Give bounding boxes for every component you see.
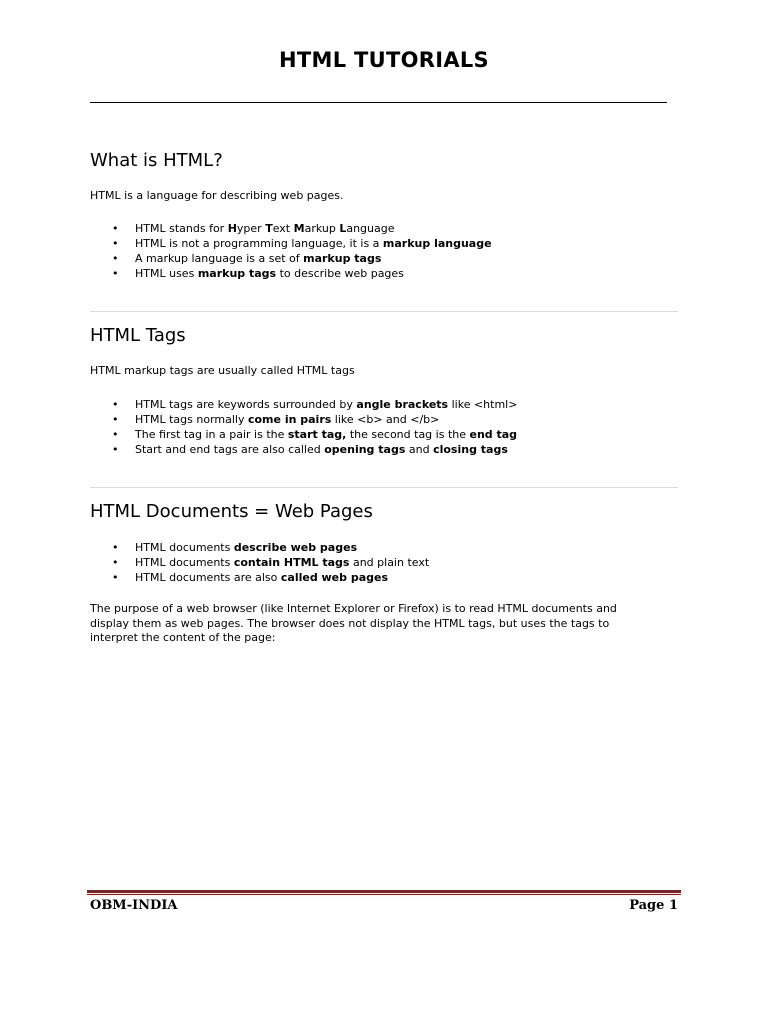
bullet-item [90, 412, 517, 427]
section-outro-html-documents: The purpose of a web browser (like Internet Explorer or Firefox) is to read HTML documents and display them as web pages. The browser does not display the HTML tags, but uses the tags to interpret the content of the page: [90, 602, 617, 644]
text-run: HTML stands for [135, 222, 228, 235]
section-heading-html-tags: HTML Tags [90, 325, 186, 346]
bold-text: T [265, 222, 273, 235]
text-run: like <b> and </b> [331, 413, 440, 426]
bullet-item [90, 397, 517, 412]
title-divider [90, 102, 667, 103]
section-intro-what-is-html: HTML is a language for describing web pages. [90, 189, 344, 202]
text-run: arkup [304, 222, 340, 235]
text-run: HTML tags normally [135, 413, 248, 426]
text-run: yper [236, 222, 266, 235]
footer-rule [87, 890, 681, 893]
bullet-item [90, 442, 517, 457]
bullet-list-what-is-html [90, 221, 492, 281]
text-run: to describe web pages [276, 267, 404, 280]
bold-text: come in pairs [247, 413, 332, 426]
text-run: anguage [346, 222, 395, 235]
text-run: like <html> [448, 398, 518, 411]
text-run: and plain text [349, 556, 430, 569]
text-run: and [405, 443, 434, 456]
text-run: HTML documents are also [135, 571, 281, 584]
bullet-list-html-documents [90, 540, 429, 585]
text-run: HTML tags are keywords surrounded by [135, 398, 357, 411]
document-title: HTML TUTORIALS [279, 48, 489, 72]
bold-text: start tag, [287, 428, 347, 441]
bold-text: H [227, 222, 237, 235]
text-run: ext [272, 222, 294, 235]
bold-text: M [293, 222, 305, 235]
bullet-item [90, 570, 429, 585]
bold-text: angle brackets [356, 398, 449, 411]
text-run: HTML is not a programming language, it is a [135, 237, 383, 250]
bullet-item [90, 221, 492, 236]
footer-rule-thin [87, 894, 681, 895]
bullet-item [90, 540, 429, 555]
section-divider [90, 487, 678, 488]
footer-org-name: OBM-INDIA [90, 898, 178, 913]
text-run: HTML documents [135, 541, 234, 554]
bold-text: closing tags [433, 443, 508, 456]
bold-text: end tag [469, 428, 518, 441]
bold-text: markup tags [303, 252, 382, 265]
footer-page-number: Page 1 [629, 898, 678, 913]
bold-text: markup tags [197, 267, 277, 280]
bold-text: opening tags [324, 443, 406, 456]
bold-text: markup language [382, 237, 492, 250]
bullet-item [90, 251, 492, 266]
bullet-list-html-tags [90, 397, 517, 457]
text-run: The first tag in a pair is the [135, 428, 288, 441]
text-run: Start and end tags are also called [135, 443, 325, 456]
section-intro-html-tags: HTML markup tags are usually called HTML tags [90, 364, 355, 377]
bold-text: describe web pages [233, 541, 358, 554]
bullet-item [90, 555, 429, 570]
bullet-item [90, 427, 517, 442]
section-divider [90, 311, 678, 312]
section-heading-what-is-html: What is HTML? [90, 150, 223, 171]
text-run: HTML documents [135, 556, 234, 569]
text-run: A markup language is a set of [135, 252, 304, 265]
bullet-item [90, 266, 492, 281]
text-run: the second tag is the [346, 428, 470, 441]
section-heading-html-documents: HTML Documents = Web Pages [90, 501, 373, 522]
bold-text: L [339, 222, 347, 235]
text-run: HTML uses [135, 267, 198, 280]
bullet-item [90, 236, 492, 251]
bold-text: called web pages [280, 571, 389, 584]
bold-text: contain HTML tags [233, 556, 350, 569]
